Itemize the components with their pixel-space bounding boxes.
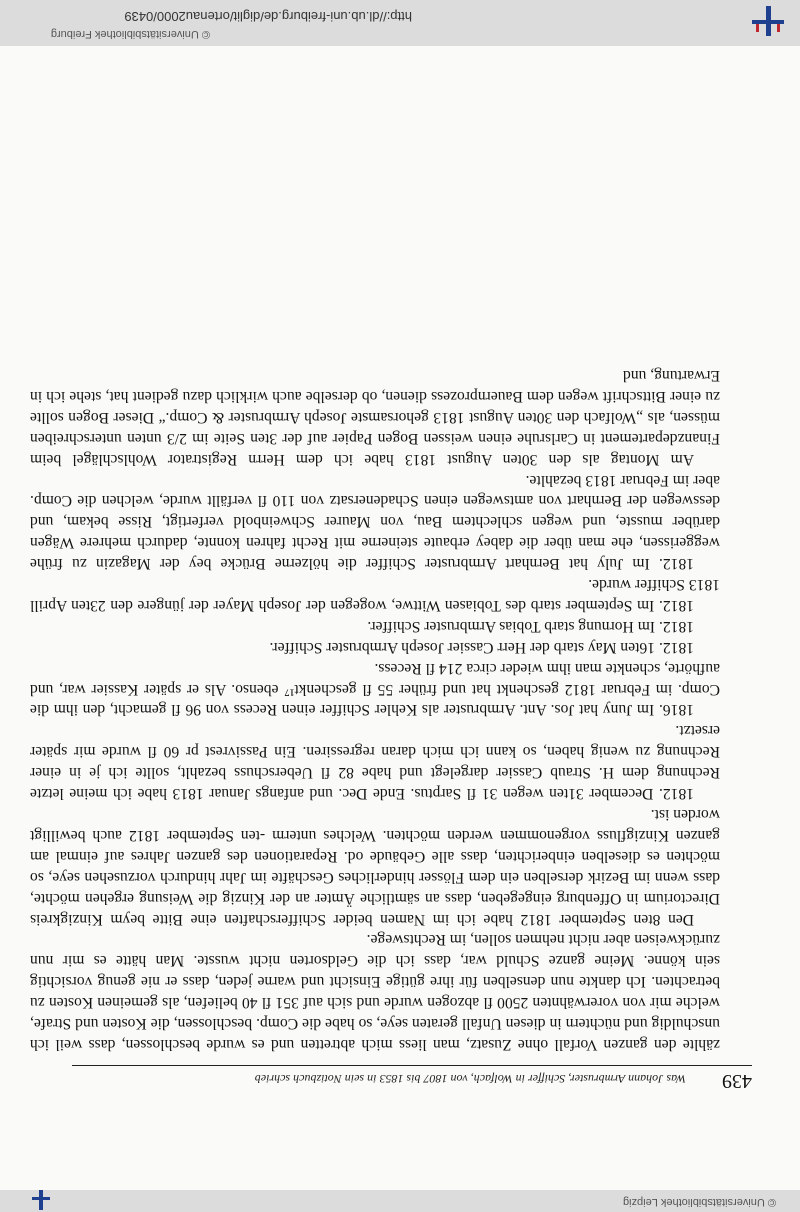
running-title: Was Johann Armbruster, Schiffer in Wolfach, von 1807 bis 1853 in sein Notizbuch schrieb bbox=[254, 1072, 686, 1086]
copyright-credit: © Universitätsbibliothek Freiburg bbox=[50, 28, 210, 40]
university-logo-icon bbox=[748, 6, 788, 36]
paragraph: zählte den ganzen Vorfall ohne Zusatz, man liess mich abtretten und es wurde beschlossen, dass weil ich unschuldig und nüchtern in diesen Unfall geraten seye, so habe die Comp. beschlossen, die Kosten und Strafe, welche mir von vorerwähnten 2500 fl abzogen wurde und sich auf 351 fl 40 beliefen, als gemeinen Kosten zu betrachten. Ich dankte nun denselben für ihre gütige Einsicht und warne jeden, dass er nie genug vorsichtig sein könne. Meine ganze Schuld war, dass ich die Geldsorten nicht wusste. Man hätte es mir nun zurückweisen aber nicht nehmen sollen, im Rechtswege. bbox=[30, 931, 720, 1053]
paragraph: 1812. Im September starb des Tobiasen Wittwe, wogegen der Joseph Mayer der jüngere den 23ten Aprill 1813 Schiffer wurde. bbox=[30, 576, 720, 614]
top-viewer-strip bbox=[0, 1190, 800, 1212]
page-header bbox=[72, 1065, 752, 1092]
paragraph: 1812. Im July hat Bernhart Armbruster Schiffer die hölzerne Brücke bey der Magazin zu frühe weggerissen, ehe man über die dabey erbaute steinerne mit Recht fahren konnte, dadurch mehrere Wägen darüber musste, und wegen schlechtem Bau, von Maurer Schweinbold verfertigt, Risse bekam, und desswegen der Bernhart von amtswegen einen Schadenersatz von 110 fl verfällt wurde, welchen die Comp. aber im Februar 1813 bezahlte. bbox=[30, 471, 720, 573]
scanned-page bbox=[0, 46, 800, 1190]
paragraph: 1816. Im Juny hat Jos. Ant. Armbruster als Kehler Schiffer einen Recess von 96 fl gemacht, den ihm die Comp. im Februar 1812 geschenkt hat und früher 55 fl geschenkt¹⁷ ebenso. Als er später Kassier war, und aufhörte, schenkte man ihm wieder circa 214 fl Recess. bbox=[30, 659, 720, 719]
page-url-link[interactable]: http://dl.ub.uni-freiburg.de/diglit/ortenau2000/0439 bbox=[124, 9, 412, 24]
library-logo-icon bbox=[26, 1190, 56, 1210]
footer-bar bbox=[0, 0, 800, 46]
body-text bbox=[30, 364, 720, 1054]
paragraph: 1812. December 31ten wegen 31 fl Sarptus. Ende Dec. und anfangs Januar 1813 habe ich meine letzte Rechnung dem H. Straub Cassier dargelegt und habe 82 fl Ueberschuss bezahlt, sollte ich je in einer Rechnung zu wenig haben, so kann ich mich daran regressiren. Ein Passivrest pr 60 fl wurde mir später ersetzt. bbox=[30, 722, 720, 803]
paragraph: 1812. Im Hornung starb Tobias Armbruster Schiffer. bbox=[367, 617, 694, 635]
paragraph: Den 8ten September 1812 habe ich im Namen beider Schifferschaften eine Bitte beym Kinzigkreis Directorium in Offenburg eingegeben, dass an sämtliche Ämter an der Kinzig die Weisung ergehen möchte, dass wenn im Bezirk derselben ein dem Flösser hinderliches Geschäfte im Jahr hindurch vorzusehen seye, so möchten es dieselben einberichten, dass alle Gebäude od. Reparationen des ganzen Jahres auf einmal am ganzen Kinzigfluss vorgenommen werden möchten. Welches unterm -ten September 1812 auch bewilligt worden ist. bbox=[30, 806, 720, 928]
top-credit-text: © Universitätsbibliothek Leipzig bbox=[622, 1196, 776, 1208]
paragraph: 1812. 16ten May starb der Herr Cassier Joseph Armbruster Schiffer. bbox=[269, 638, 694, 656]
page-number: 439 bbox=[722, 1070, 752, 1092]
paragraph: Am Montag als den 30ten August 1813 habe ich dem Herrn Registrator Wohlschlägel beim Finanzdepartement in Carlsruhe einen weissen Bogen Papier auf der 3ten Seite im 2/3 unten unterschreiben müssen, als „Wolfach den 30ten August 1813 gehorsamste Joseph Armbruster & Comp.“ Dieser Bogen sollte zu einer Bittschrift wegen dem Bauernprozess dienen, ob derselbe auch wirklich dazu gedient hat, stehe ich in Erwartung, und bbox=[30, 367, 720, 468]
